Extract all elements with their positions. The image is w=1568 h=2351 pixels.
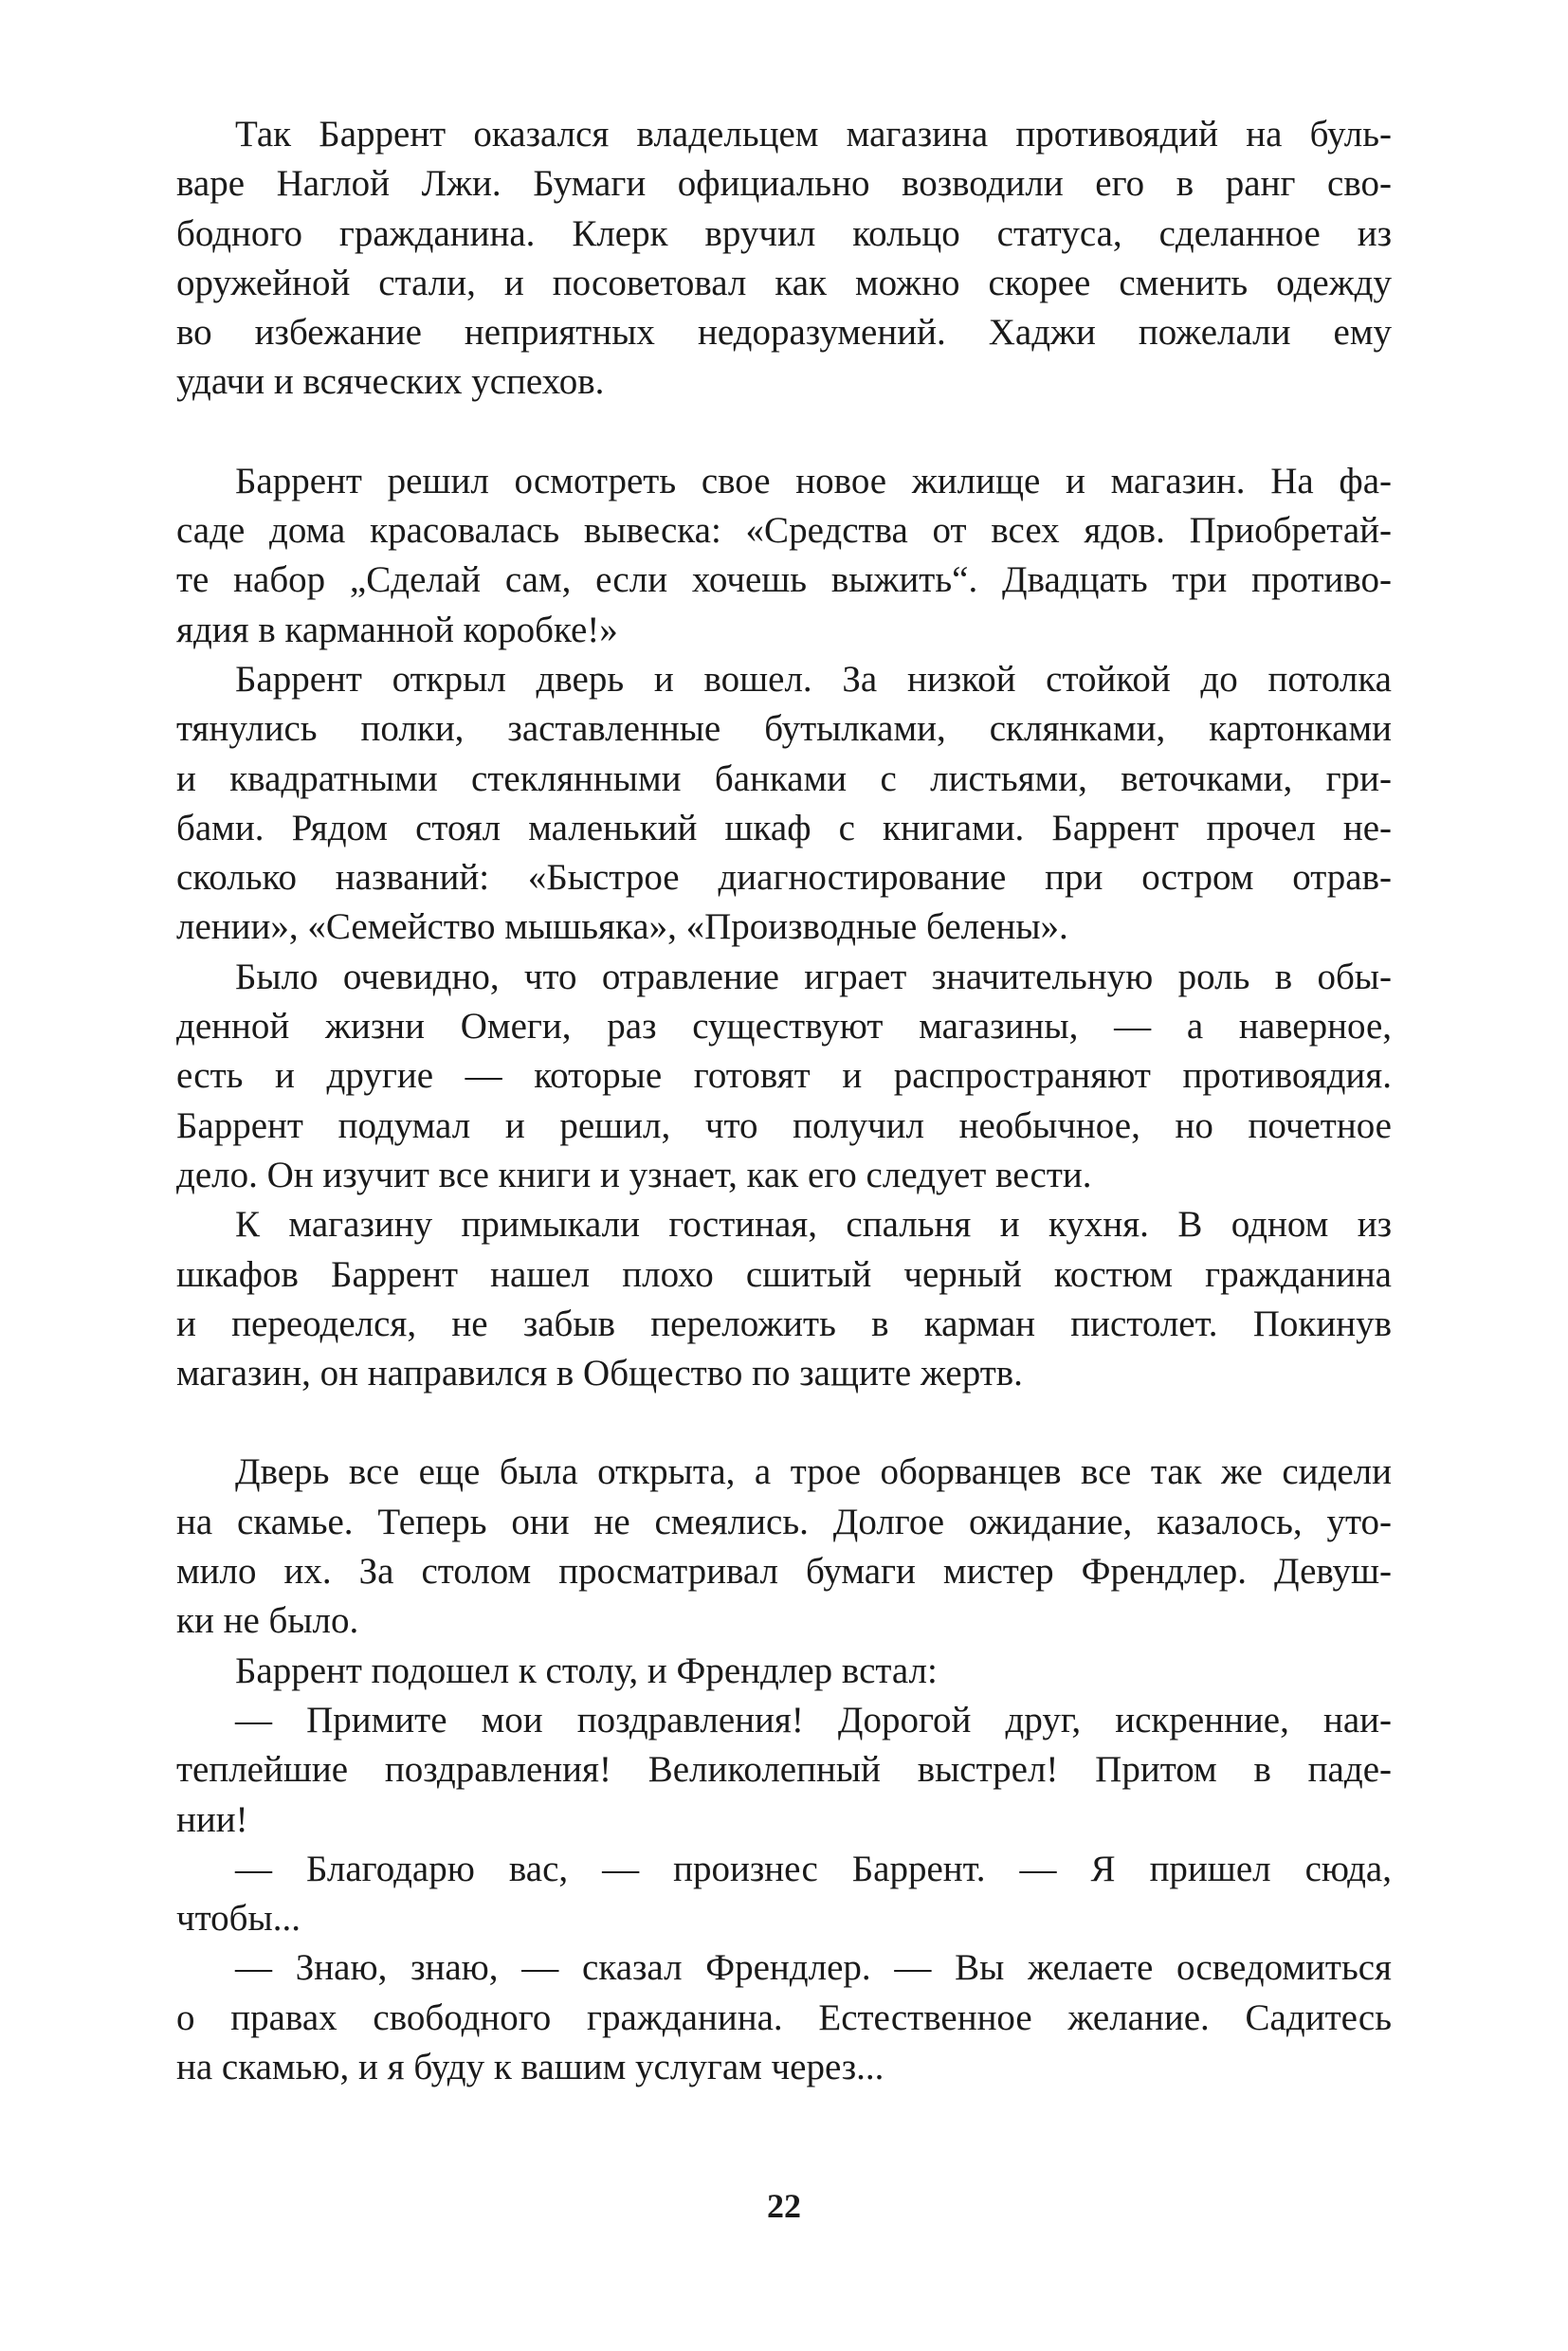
text-line: бодного гражданина. Клерк вручил кольцо статуса, сделанное из <box>176 212 1392 254</box>
text-line: сколько названий: «Быстрое диагностирование при остром отрав- <box>176 857 1392 899</box>
section-break <box>176 1398 1392 1448</box>
text-line: оружейной стали, и посоветовал как можно скорее сменить одежду <box>176 262 1392 303</box>
text-line: и переоделся, не забыв переложить в карман пистолет. Покинув <box>176 1303 1392 1344</box>
text-line: К магазину примыкали гостиная, спальня и кухня. В одном из <box>235 1204 1392 1246</box>
text-line: удачи и всяческих успехов. <box>176 361 605 403</box>
paragraph <box>176 655 1392 953</box>
text-line: дело. Он изучит все книги и узнает, как его следует вести. <box>176 1154 1092 1195</box>
paragraph <box>176 1200 1392 1398</box>
section-break <box>176 408 1392 457</box>
paragraph <box>176 1647 1392 1696</box>
paragraph <box>176 457 1392 655</box>
text-line: Так Баррент оказался владельцем магазина противоядий на буль- <box>235 114 1392 155</box>
text-line: варе Наглой Лжи. Бумаги официально возводили его в ранг сво- <box>176 163 1392 205</box>
dialogue-paragraph <box>176 1845 1392 1944</box>
text-line: лении», «Семейство мышьяка», «Производные белены». <box>176 906 1068 948</box>
text-line: и квадратными стеклянными банками с листьями, веточками, гри- <box>176 757 1392 799</box>
text-line: на скамье. Теперь они не смеялись. Долгое ожидание, казалось, уто- <box>176 1501 1392 1542</box>
text-line: во избежание неприятных недоразумений. Хаджи пожелали ему <box>176 312 1392 354</box>
text-line: — Примите мои поздравления! Дорогой друг, искренние, наи- <box>235 1699 1392 1740</box>
text-line: ядия в карманной коробке!» <box>176 609 618 650</box>
text-line: теплейшие поздравления! Великолепный выстрел! Притом в паде- <box>176 1749 1392 1791</box>
text-line: те набор „Сделай сам, если хочешь выжить“. Двадцать три противо- <box>176 559 1392 601</box>
text-line: Дверь все еще была открыта, а трое оборванцев все так же сидели <box>235 1451 1392 1493</box>
page-number: 22 <box>767 2187 801 2225</box>
text-line: тянулись полки, заставленные бутылками, склянками, картонками <box>176 708 1392 750</box>
text-line: есть и другие — которые готовят и распространяют противоядия. <box>176 1055 1392 1097</box>
dialogue-paragraph <box>176 1943 1392 2092</box>
text-line: Баррент подошел к столу, и Френдлер встал: <box>235 1649 938 1691</box>
paragraph <box>176 110 1392 408</box>
dialogue-paragraph <box>176 1696 1392 1845</box>
text-line: чтобы... <box>176 1898 301 1940</box>
text-line: шкафов Баррент нашел плохо сшитый черный костюм гражданина <box>176 1253 1392 1295</box>
text-line: — Знаю, знаю, — сказал Френдлер. — Вы желаете осведомиться <box>235 1947 1392 1989</box>
text-line: ки не было. <box>176 1600 359 1642</box>
text-line: Было очевидно, что отравление играет значительную роль в обы- <box>235 956 1392 997</box>
text-line: о правах свободного гражданина. Естественное желание. Садитесь <box>176 1996 1392 2038</box>
text-line: магазин, он направился в Общество по защите жертв. <box>176 1353 1023 1394</box>
text-line: мило их. За столом просматривал бумаги мистер Френдлер. Девуш- <box>176 1551 1392 1593</box>
page-body <box>176 110 1392 2092</box>
text-line: — Благодарю вас, — произнес Баррент. — Я пришел сюда, <box>235 1848 1392 1889</box>
text-line: Баррент открыл дверь и вошел. За низкой стойкой до потолка <box>235 658 1392 700</box>
text-line: бами. Рядом стоял маленький шкаф с книгами. Баррент прочел не- <box>176 807 1392 848</box>
paragraph <box>176 1448 1392 1646</box>
text-line: Баррент решил осмотреть свое новое жилище и магазин. На фа- <box>235 460 1392 501</box>
text-line: Баррент подумал и решил, что получил необычное, но почетное <box>176 1104 1392 1146</box>
text-line: на скамью, и я буду к вашим услугам через... <box>176 2046 884 2087</box>
text-line: денной жизни Омеги, раз существуют магазины, — а наверное, <box>176 1006 1392 1048</box>
text-line: саде дома красовалась вывеска: «Средства от всех ядов. Приобретай- <box>176 510 1392 552</box>
text-line: нии! <box>176 1798 248 1840</box>
paragraph <box>176 953 1392 1200</box>
